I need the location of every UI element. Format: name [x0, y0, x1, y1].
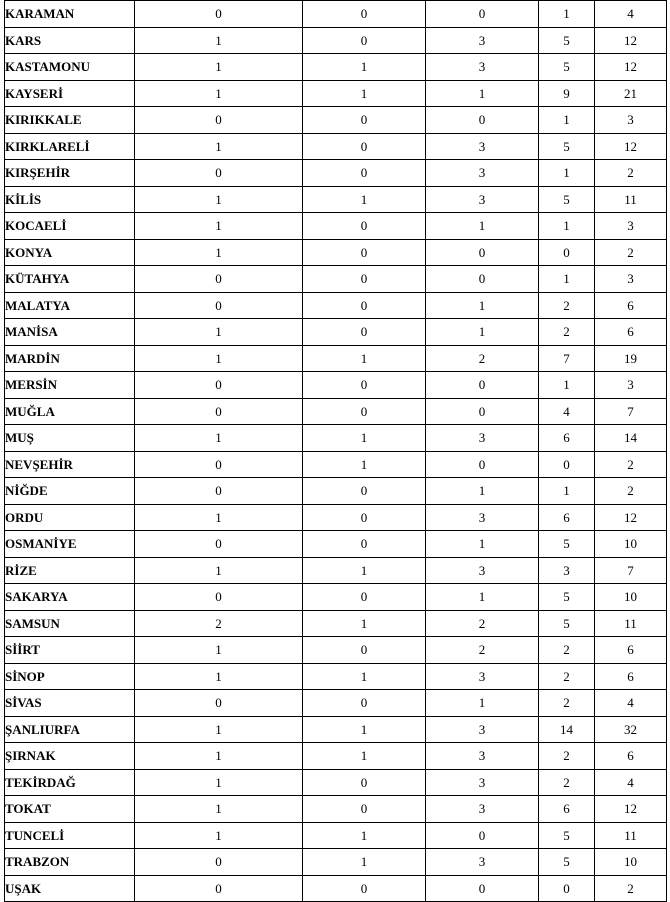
value-cell-col-4: 6	[539, 425, 595, 452]
value-cell-col-3: 0	[426, 372, 539, 399]
value-cell-col-4: 5	[539, 610, 595, 637]
value-cell-col-1: 0	[135, 160, 303, 187]
table-row	[5, 398, 667, 425]
province-name-cell: KIRŞEHİR	[5, 160, 135, 187]
table-row	[5, 716, 667, 743]
value-cell-col-5: 11	[595, 186, 667, 213]
value-cell-col-1: 1	[135, 557, 303, 584]
value-cell-col-5: 2	[595, 451, 667, 478]
value-cell-col-3: 0	[426, 398, 539, 425]
value-cell-col-3: 1	[426, 292, 539, 319]
value-cell-col-5: 3	[595, 372, 667, 399]
province-name-cell: MERSİN	[5, 372, 135, 399]
value-cell-col-3: 0	[426, 1, 539, 28]
value-cell-col-1: 1	[135, 133, 303, 160]
value-cell-col-5: 4	[595, 769, 667, 796]
value-cell-col-4: 5	[539, 186, 595, 213]
value-cell-col-1: 1	[135, 186, 303, 213]
value-cell-col-1: 1	[135, 743, 303, 770]
value-cell-col-4: 0	[539, 239, 595, 266]
province-name-cell: KARAMAN	[5, 1, 135, 28]
value-cell-col-4: 5	[539, 133, 595, 160]
table-row	[5, 425, 667, 452]
value-cell-col-5: 12	[595, 133, 667, 160]
value-cell-col-2: 0	[303, 239, 426, 266]
value-cell-col-2: 1	[303, 451, 426, 478]
value-cell-col-2: 1	[303, 716, 426, 743]
value-cell-col-4: 1	[539, 213, 595, 240]
value-cell-col-1: 1	[135, 425, 303, 452]
table-row	[5, 319, 667, 346]
value-cell-col-3: 3	[426, 743, 539, 770]
value-cell-col-5: 2	[595, 875, 667, 902]
value-cell-col-1: 0	[135, 451, 303, 478]
value-cell-col-2: 0	[303, 372, 426, 399]
table-row	[5, 239, 667, 266]
province-name-cell: KİLİS	[5, 186, 135, 213]
value-cell-col-5: 7	[595, 557, 667, 584]
value-cell-col-4: 2	[539, 663, 595, 690]
value-cell-col-1: 0	[135, 398, 303, 425]
value-cell-col-2: 0	[303, 478, 426, 505]
value-cell-col-2: 1	[303, 610, 426, 637]
value-cell-col-4: 2	[539, 743, 595, 770]
value-cell-col-2: 1	[303, 822, 426, 849]
value-cell-col-2: 0	[303, 531, 426, 558]
province-name-cell: SAKARYA	[5, 584, 135, 611]
province-name-cell: KASTAMONU	[5, 54, 135, 81]
value-cell-col-1: 1	[135, 663, 303, 690]
value-cell-col-4: 5	[539, 849, 595, 876]
value-cell-col-1: 1	[135, 769, 303, 796]
value-cell-col-5: 6	[595, 292, 667, 319]
value-cell-col-5: 6	[595, 743, 667, 770]
value-cell-col-4: 1	[539, 372, 595, 399]
value-cell-col-3: 3	[426, 796, 539, 823]
province-name-cell: KAYSERİ	[5, 80, 135, 107]
table-body	[5, 1, 667, 902]
province-name-cell: KONYA	[5, 239, 135, 266]
value-cell-col-5: 10	[595, 584, 667, 611]
province-name-cell: KIRIKKALE	[5, 107, 135, 134]
province-name-cell: NEVŞEHİR	[5, 451, 135, 478]
value-cell-col-4: 2	[539, 690, 595, 717]
province-name-cell: KARS	[5, 27, 135, 54]
value-cell-col-1: 1	[135, 822, 303, 849]
value-cell-col-1: 0	[135, 292, 303, 319]
province-name-cell: KOCAELİ	[5, 213, 135, 240]
value-cell-col-3: 0	[426, 451, 539, 478]
value-cell-col-2: 0	[303, 796, 426, 823]
value-cell-col-3: 1	[426, 319, 539, 346]
table-row	[5, 875, 667, 902]
value-cell-col-2: 1	[303, 557, 426, 584]
value-cell-col-3: 0	[426, 266, 539, 293]
value-cell-col-4: 5	[539, 531, 595, 558]
province-table	[4, 0, 667, 902]
value-cell-col-4: 6	[539, 504, 595, 531]
value-cell-col-5: 12	[595, 504, 667, 531]
value-cell-col-4: 1	[539, 160, 595, 187]
province-name-cell: MALATYA	[5, 292, 135, 319]
value-cell-col-2: 0	[303, 266, 426, 293]
value-cell-col-5: 11	[595, 822, 667, 849]
table-row	[5, 213, 667, 240]
value-cell-col-3: 2	[426, 345, 539, 372]
value-cell-col-3: 1	[426, 531, 539, 558]
province-name-cell: TEKİRDAĞ	[5, 769, 135, 796]
table-row	[5, 610, 667, 637]
value-cell-col-2: 0	[303, 213, 426, 240]
province-name-cell: SAMSUN	[5, 610, 135, 637]
value-cell-col-2: 1	[303, 80, 426, 107]
province-name-cell: KIRKLARELİ	[5, 133, 135, 160]
value-cell-col-4: 3	[539, 557, 595, 584]
value-cell-col-3: 0	[426, 875, 539, 902]
value-cell-col-1: 0	[135, 1, 303, 28]
value-cell-col-3: 3	[426, 663, 539, 690]
table-row	[5, 584, 667, 611]
province-name-cell: TUNCELİ	[5, 822, 135, 849]
value-cell-col-2: 1	[303, 54, 426, 81]
table-row	[5, 1, 667, 28]
value-cell-col-1: 1	[135, 345, 303, 372]
table-row	[5, 478, 667, 505]
value-cell-col-3: 1	[426, 690, 539, 717]
table-row	[5, 107, 667, 134]
value-cell-col-5: 2	[595, 239, 667, 266]
value-cell-col-4: 2	[539, 769, 595, 796]
value-cell-col-4: 5	[539, 822, 595, 849]
value-cell-col-3: 3	[426, 160, 539, 187]
value-cell-col-4: 1	[539, 1, 595, 28]
value-cell-col-1: 0	[135, 478, 303, 505]
table-row	[5, 345, 667, 372]
value-cell-col-2: 0	[303, 690, 426, 717]
province-name-cell: ŞANLIURFA	[5, 716, 135, 743]
province-name-cell: MANİSA	[5, 319, 135, 346]
value-cell-col-3: 3	[426, 716, 539, 743]
value-cell-col-2: 0	[303, 160, 426, 187]
value-cell-col-4: 7	[539, 345, 595, 372]
table-row	[5, 663, 667, 690]
value-cell-col-1: 0	[135, 875, 303, 902]
value-cell-col-2: 0	[303, 319, 426, 346]
value-cell-col-3: 1	[426, 213, 539, 240]
value-cell-col-5: 32	[595, 716, 667, 743]
value-cell-col-2: 1	[303, 849, 426, 876]
value-cell-col-1: 1	[135, 637, 303, 664]
value-cell-col-1: 1	[135, 504, 303, 531]
table-row	[5, 822, 667, 849]
value-cell-col-5: 3	[595, 266, 667, 293]
value-cell-col-3: 1	[426, 584, 539, 611]
value-cell-col-5: 3	[595, 107, 667, 134]
value-cell-col-3: 2	[426, 637, 539, 664]
value-cell-col-2: 0	[303, 769, 426, 796]
value-cell-col-3: 0	[426, 107, 539, 134]
table-row	[5, 451, 667, 478]
value-cell-col-1: 0	[135, 690, 303, 717]
province-name-cell: OSMANİYE	[5, 531, 135, 558]
value-cell-col-2: 0	[303, 875, 426, 902]
value-cell-col-3: 1	[426, 80, 539, 107]
value-cell-col-5: 2	[595, 478, 667, 505]
value-cell-col-4: 1	[539, 107, 595, 134]
value-cell-col-3: 3	[426, 54, 539, 81]
value-cell-col-2: 0	[303, 292, 426, 319]
value-cell-col-4: 2	[539, 637, 595, 664]
value-cell-col-2: 0	[303, 1, 426, 28]
province-name-cell: ORDU	[5, 504, 135, 531]
value-cell-col-3: 3	[426, 557, 539, 584]
value-cell-col-5: 3	[595, 213, 667, 240]
value-cell-col-1: 1	[135, 213, 303, 240]
value-cell-col-1: 2	[135, 610, 303, 637]
value-cell-col-4: 5	[539, 584, 595, 611]
value-cell-col-5: 2	[595, 160, 667, 187]
value-cell-col-1: 0	[135, 372, 303, 399]
value-cell-col-2: 1	[303, 663, 426, 690]
value-cell-col-5: 19	[595, 345, 667, 372]
table-row	[5, 160, 667, 187]
value-cell-col-3: 3	[426, 133, 539, 160]
province-name-cell: TRABZON	[5, 849, 135, 876]
value-cell-col-5: 10	[595, 849, 667, 876]
value-cell-col-3: 1	[426, 478, 539, 505]
value-cell-col-4: 1	[539, 266, 595, 293]
value-cell-col-3: 3	[426, 769, 539, 796]
value-cell-col-1: 0	[135, 266, 303, 293]
value-cell-col-1: 1	[135, 716, 303, 743]
province-name-cell: UŞAK	[5, 875, 135, 902]
value-cell-col-5: 21	[595, 80, 667, 107]
value-cell-col-4: 4	[539, 398, 595, 425]
value-cell-col-5: 12	[595, 27, 667, 54]
value-cell-col-1: 1	[135, 27, 303, 54]
value-cell-col-4: 1	[539, 478, 595, 505]
province-name-cell: MUŞ	[5, 425, 135, 452]
table-row	[5, 557, 667, 584]
value-cell-col-4: 0	[539, 875, 595, 902]
value-cell-col-2: 1	[303, 345, 426, 372]
table-row	[5, 292, 667, 319]
value-cell-col-1: 0	[135, 584, 303, 611]
province-name-cell: MARDİN	[5, 345, 135, 372]
province-name-cell: TOKAT	[5, 796, 135, 823]
table-row	[5, 504, 667, 531]
value-cell-col-3: 3	[426, 186, 539, 213]
value-cell-col-4: 5	[539, 54, 595, 81]
value-cell-col-4: 14	[539, 716, 595, 743]
table-row	[5, 796, 667, 823]
value-cell-col-3: 0	[426, 239, 539, 266]
province-name-cell: SİİRT	[5, 637, 135, 664]
value-cell-col-2: 0	[303, 107, 426, 134]
value-cell-col-5: 6	[595, 637, 667, 664]
value-cell-col-1: 0	[135, 107, 303, 134]
table-row	[5, 27, 667, 54]
value-cell-col-4: 9	[539, 80, 595, 107]
value-cell-col-4: 2	[539, 319, 595, 346]
value-cell-col-2: 1	[303, 425, 426, 452]
table-row	[5, 133, 667, 160]
table-row	[5, 531, 667, 558]
table-row	[5, 186, 667, 213]
table-row	[5, 743, 667, 770]
province-name-cell: RİZE	[5, 557, 135, 584]
table-row	[5, 637, 667, 664]
value-cell-col-2: 0	[303, 637, 426, 664]
value-cell-col-1: 1	[135, 796, 303, 823]
value-cell-col-1: 1	[135, 54, 303, 81]
value-cell-col-1: 0	[135, 531, 303, 558]
value-cell-col-1: 1	[135, 319, 303, 346]
value-cell-col-5: 6	[595, 663, 667, 690]
province-name-cell: SİVAS	[5, 690, 135, 717]
value-cell-col-5: 12	[595, 54, 667, 81]
value-cell-col-3: 3	[426, 504, 539, 531]
value-cell-col-2: 1	[303, 186, 426, 213]
table-row	[5, 80, 667, 107]
table-row	[5, 769, 667, 796]
province-name-cell: NİĞDE	[5, 478, 135, 505]
value-cell-col-3: 3	[426, 425, 539, 452]
value-cell-col-5: 10	[595, 531, 667, 558]
province-name-cell: MUĞLA	[5, 398, 135, 425]
table-row	[5, 690, 667, 717]
value-cell-col-4: 6	[539, 796, 595, 823]
value-cell-col-4: 5	[539, 27, 595, 54]
value-cell-col-5: 14	[595, 425, 667, 452]
value-cell-col-1: 1	[135, 239, 303, 266]
value-cell-col-5: 6	[595, 319, 667, 346]
table-row	[5, 849, 667, 876]
value-cell-col-2: 0	[303, 133, 426, 160]
value-cell-col-1: 1	[135, 80, 303, 107]
value-cell-col-5: 7	[595, 398, 667, 425]
value-cell-col-4: 2	[539, 292, 595, 319]
value-cell-col-5: 11	[595, 610, 667, 637]
value-cell-col-5: 12	[595, 796, 667, 823]
table-row	[5, 54, 667, 81]
value-cell-col-4: 0	[539, 451, 595, 478]
province-name-cell: ŞIRNAK	[5, 743, 135, 770]
value-cell-col-1: 0	[135, 849, 303, 876]
value-cell-col-5: 4	[595, 1, 667, 28]
table-row	[5, 372, 667, 399]
value-cell-col-5: 4	[595, 690, 667, 717]
value-cell-col-2: 1	[303, 743, 426, 770]
value-cell-col-2: 0	[303, 504, 426, 531]
value-cell-col-2: 0	[303, 584, 426, 611]
value-cell-col-3: 2	[426, 610, 539, 637]
province-name-cell: KÜTAHYA	[5, 266, 135, 293]
table-row	[5, 266, 667, 293]
value-cell-col-3: 3	[426, 849, 539, 876]
value-cell-col-3: 0	[426, 822, 539, 849]
value-cell-col-2: 0	[303, 398, 426, 425]
province-name-cell: SİNOP	[5, 663, 135, 690]
value-cell-col-2: 0	[303, 27, 426, 54]
value-cell-col-3: 3	[426, 27, 539, 54]
